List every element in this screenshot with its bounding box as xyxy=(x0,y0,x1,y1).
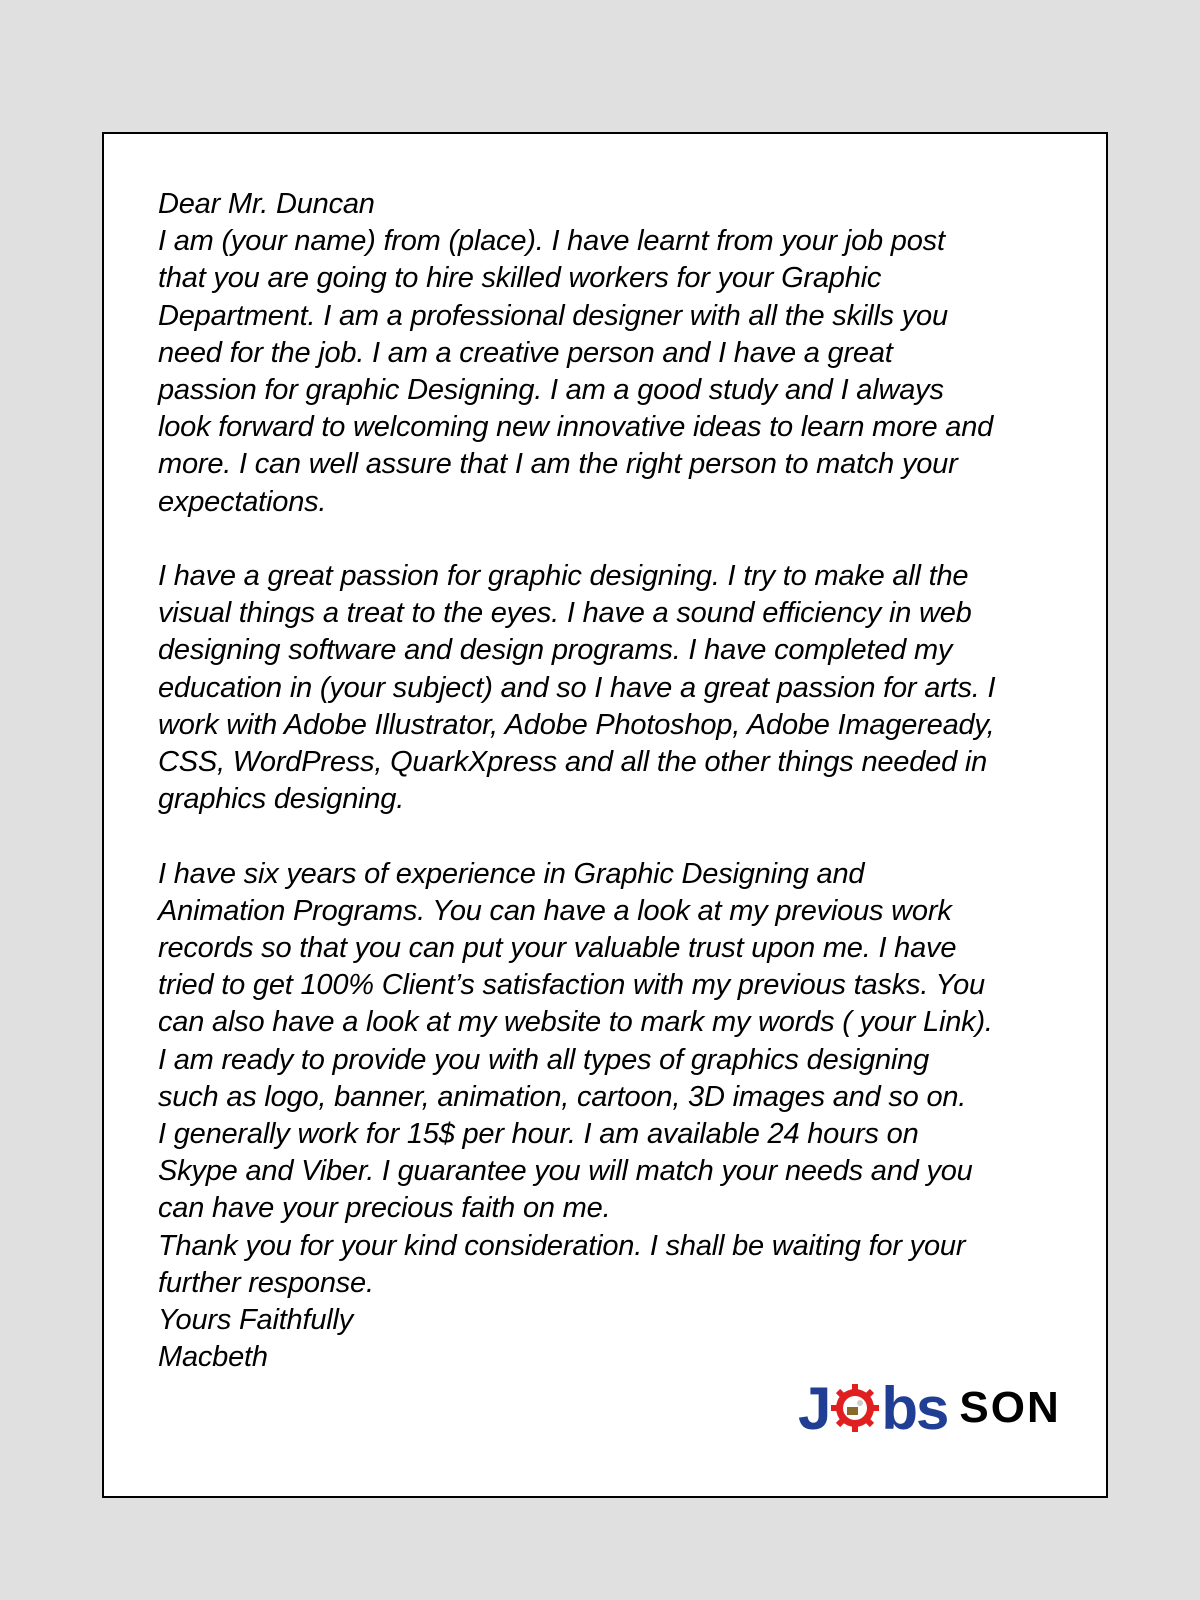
gear-icon xyxy=(830,1383,880,1433)
salutation: Dear Mr. Duncan xyxy=(158,188,375,220)
closing: Yours Faithfully xyxy=(158,1304,354,1337)
letter-page xyxy=(102,132,1108,1498)
jobsson-logo xyxy=(798,1374,1061,1442)
signature: Macbeth xyxy=(158,1341,268,1374)
logo-jobs: J bs xyxy=(798,1374,948,1442)
paragraph-1: I am (your name) from (place). I have learnt from your job post that you are going to hire skilled workers for your Graphic Department. I am a professional designer with all the skills you need for the job. I am a creative person and I have a great passion for graphic Designing. I am a good study and I always look forward to welcoming new innovative ideas to learn more and more. I can well assure that I am the right person to match your expectations. xyxy=(158,225,994,518)
paragraph-3: I have six years of experience in Graphic Designing and Animation Programs. You can have a look at my previous work records so that you can put your valuable trust upon me. I have tried to get 100% Client’s satisfaction with my previous tasks. You can also have a look at my website to mark my words ( your Link). I am ready to provide you with all types of graphics designing such as logo, banner, animation, cartoon, 3D images and so on. I generally work for 15$ per hour. I am available 24 hours on Skype and Viber. I guarantee you will match your needs and you can have your precious faith on me. Thank you for your kind consideration. I shall be waiting for your further response. xyxy=(158,857,993,1299)
logo-son: SON xyxy=(959,1383,1061,1432)
cover-letter-body xyxy=(158,186,1078,1376)
paragraph-2: I have a great passion for graphic designing. I try to make all the visual things a treat to the eyes. I have a sound efficiency in web designing software and design programs. I have completed my education in (your subject) and so I have a great passion for arts. I work with Adobe Illustrator, Adobe Photoshop, Adobe Imageready, CSS, WordPress, QuarkXpress and all the other things needed in graphics designing. xyxy=(158,560,996,816)
